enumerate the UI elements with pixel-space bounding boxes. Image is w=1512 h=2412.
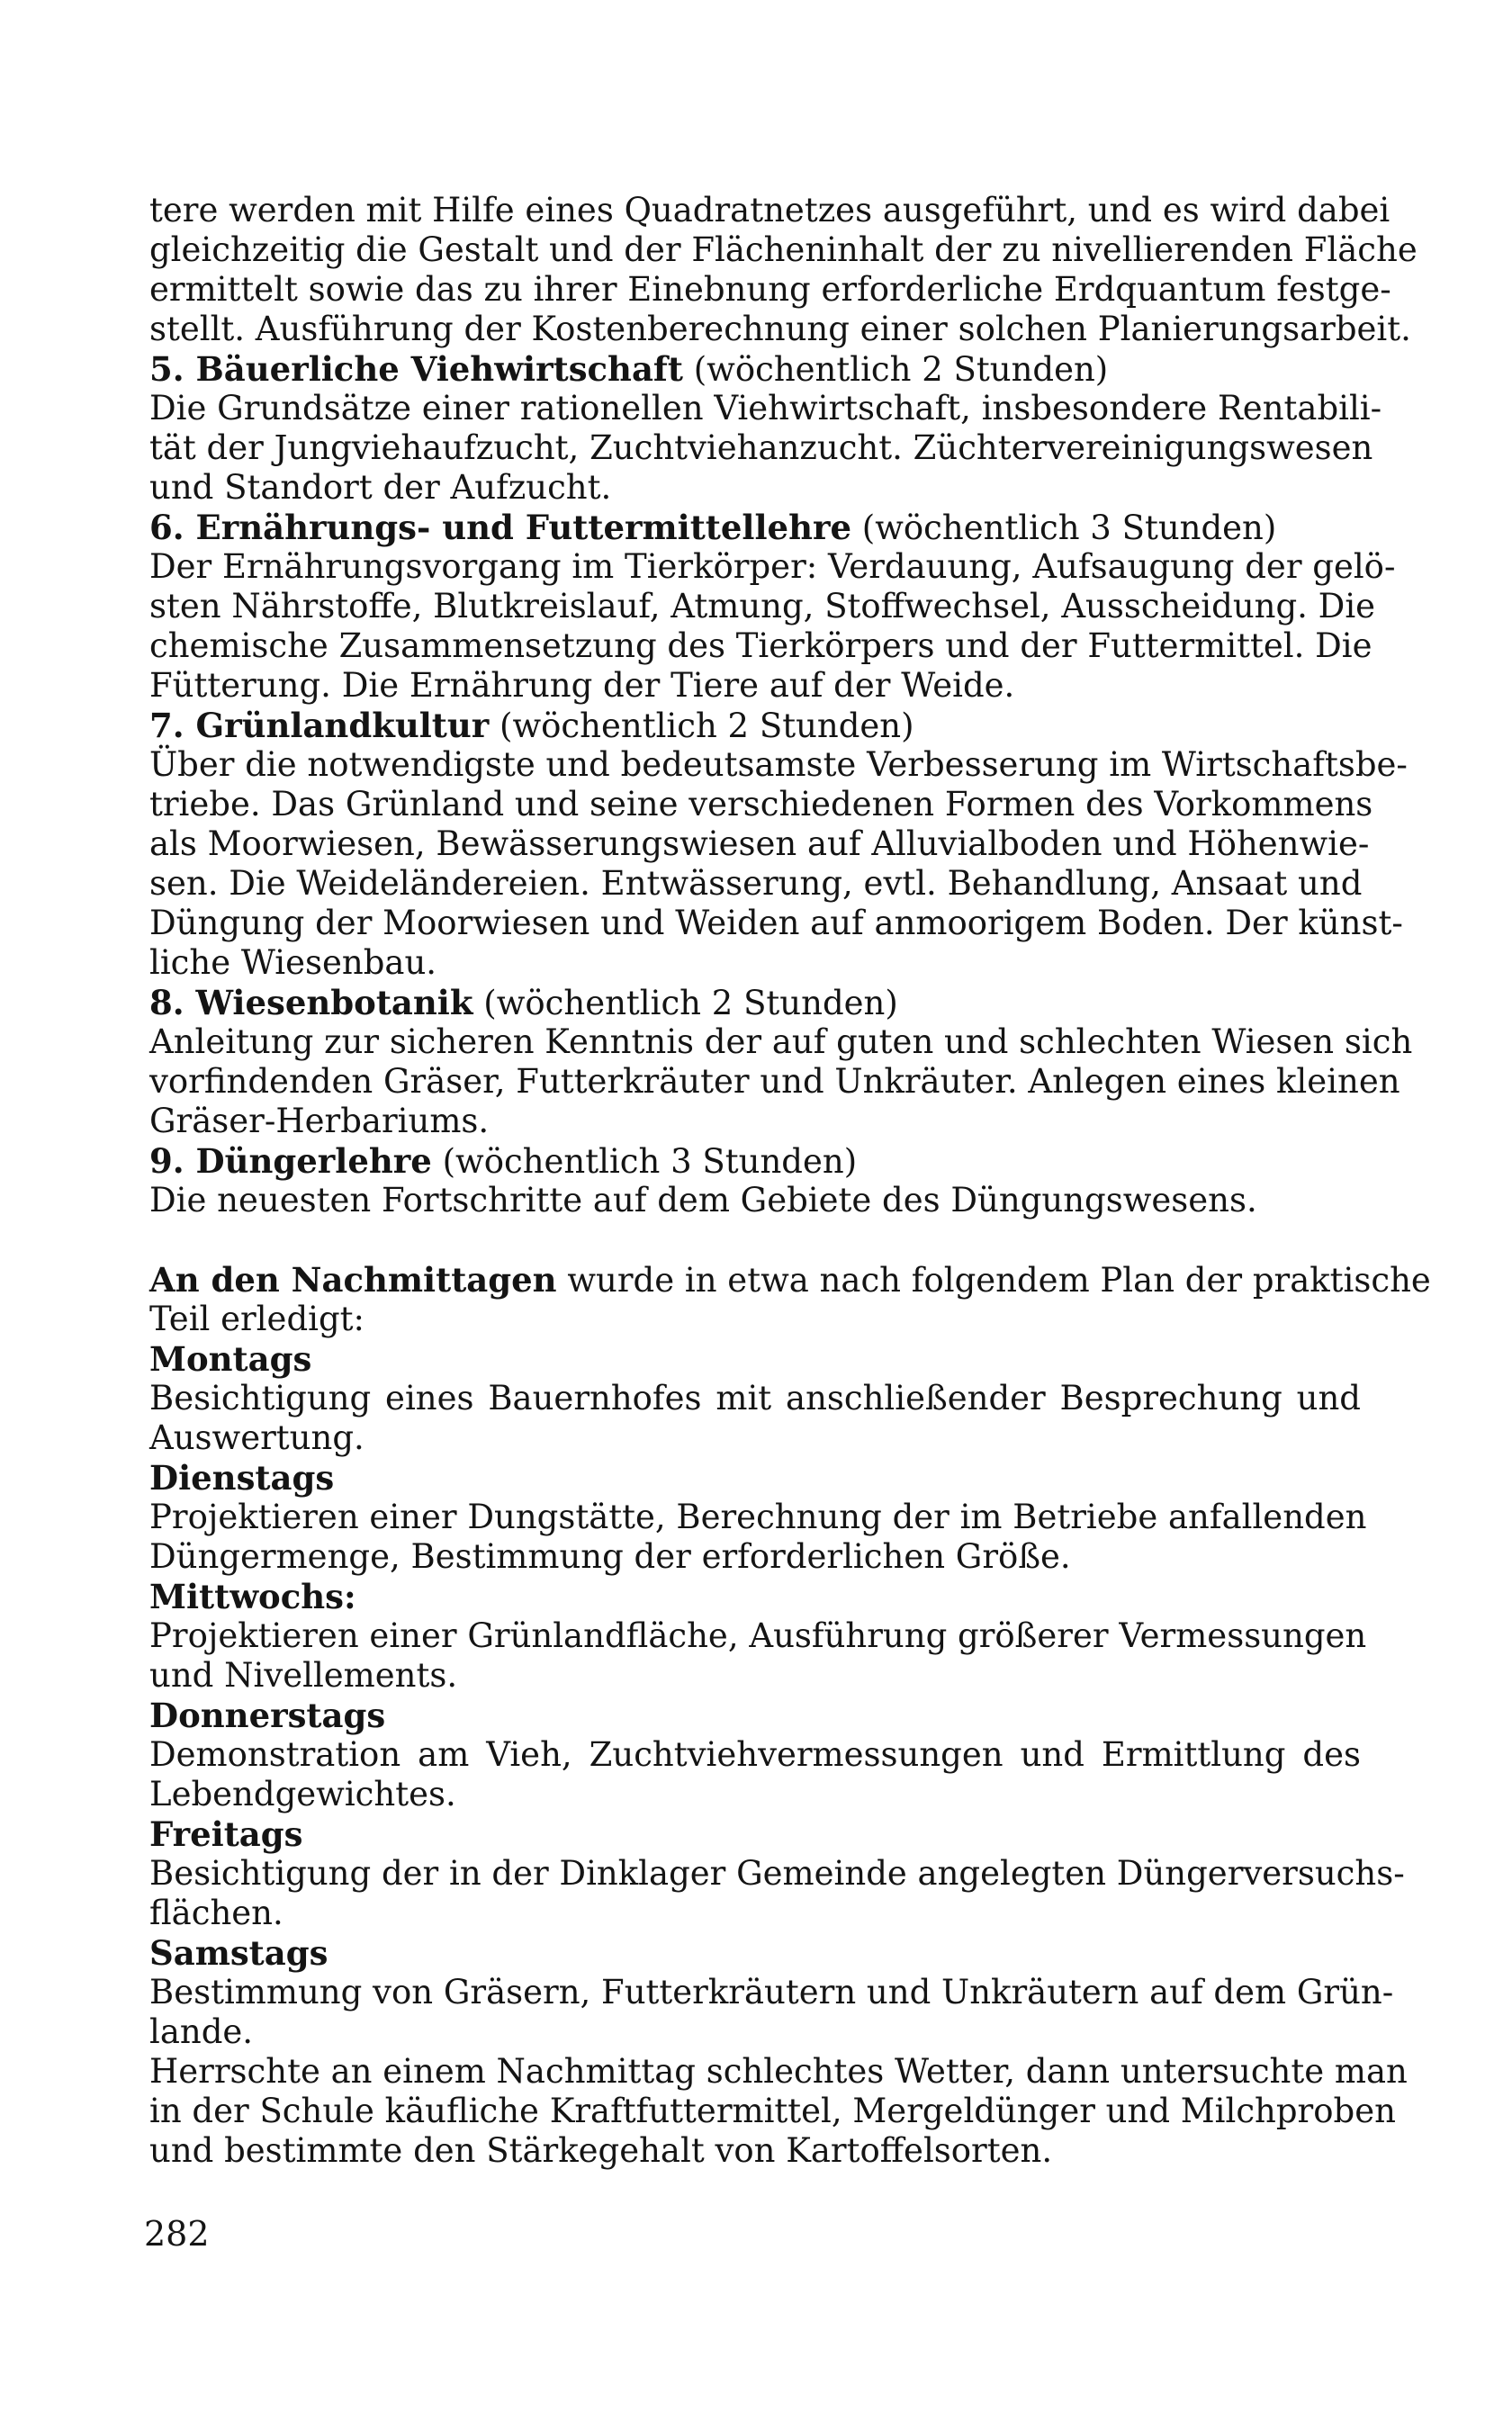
body-text: Düngermenge, Bestimmung der erforderlichen Größe. (149, 1537, 1071, 1576)
text-line (149, 1616, 1367, 1656)
text-line (149, 1894, 1361, 1933)
text-line (149, 864, 1361, 904)
body-text: (wöchentlich 2 Stunden) (682, 350, 1109, 389)
body-text: Besichtigung eines Bauernhofes mit anschließender Besprechung und (149, 1379, 1361, 1418)
body-text: Anleitung zur sicheren Kenntnis der auf guten und schlechten Wiesen sich (149, 1022, 1413, 1061)
body-text: Die neuesten Fortschritte auf dem Gebiete des Düngungswesens. (149, 1181, 1257, 1220)
body-text: tere werden mit Hilfe eines Quadratnetzes ausgeführt, und es wird dabei (149, 191, 1390, 230)
body-text: ermittelt sowie das zu ihrer Einebnung erforderliche Erdquantum festge- (149, 270, 1391, 309)
body-text: und Nivellements. (149, 1656, 458, 1695)
text-line (149, 1537, 1361, 1577)
body-text: (wöchentlich 2 Stunden) (472, 984, 898, 1022)
text-line (149, 1418, 1361, 1458)
text-line (149, 943, 1361, 983)
body-text: Demonstration am Vieh, Zuchtviehvermessungen und Ermittlung des (149, 1735, 1361, 1774)
body-text: Projektieren einer Grünlandfläche, Ausführung größerer Vermessungen (149, 1616, 1367, 1655)
section-heading: Donnerstags (149, 1696, 386, 1735)
body-text: Bestimmung von Gräsern, Futterkräutern und Unkräutern auf dem Grün- (149, 1973, 1394, 2012)
text-line (149, 666, 1361, 706)
text-line (149, 1379, 1361, 1418)
section-heading: Mittwochs: (149, 1577, 356, 1616)
body-text: triebe. Das Grünland und seine verschiedenen Formen des Vorkommens (149, 785, 1373, 824)
page-body (149, 191, 1431, 2171)
text-line (149, 706, 1361, 745)
section-heading: 7. Grünlandkultur (149, 706, 490, 745)
text-line (149, 1814, 1361, 1854)
body-text: gleichzeitig die Gestalt und der Flächeninhalt der zu nivellierenden Fläche (149, 230, 1418, 269)
body-text: (wöchentlich 3 Stunden) (431, 1142, 858, 1181)
text-line (149, 1300, 1361, 1339)
text-line (149, 1022, 1413, 1062)
section-heading: Montags (149, 1339, 312, 1379)
text-line (149, 2092, 1396, 2131)
text-line (149, 1181, 1361, 1220)
text-line (149, 1973, 1394, 2012)
text-line (149, 1260, 1431, 1300)
body-text: tät der Jungviehaufzucht, Zuchtviehanzucht. Züchtervereinigungswesen (149, 428, 1373, 467)
body-text: chemische Zusammensetzung des Tierkörpers und der Futtermittel. Die (149, 626, 1372, 665)
body-text: Fütterung. Die Ernährung der Tiere auf der Weide. (149, 666, 1015, 705)
text-line (149, 1696, 1361, 1735)
text-line (149, 1339, 1361, 1379)
body-text: sten Nährstoffe, Blutkreislauf, Atmung, Stoffwechsel, Ausscheidung. Die (149, 587, 1376, 626)
body-text: sen. Die Weideländereien. Entwässerung, evtl. Behandlung, Ansaat und (149, 864, 1363, 903)
text-line (149, 983, 1361, 1022)
body-text: lande. (149, 2012, 254, 2051)
body-text: (wöchentlich 2 Stunden) (489, 706, 914, 745)
text-line (149, 270, 1391, 310)
text-line (149, 904, 1403, 943)
text-line (149, 1458, 1361, 1498)
body-text: Düngung der Moorwiesen und Weiden auf anmoorigem Boden. Der künst- (149, 904, 1403, 942)
section-heading: 8. Wiesenbotanik (149, 983, 473, 1022)
text-line (149, 1102, 1361, 1141)
body-text: Teil erledigt: (149, 1300, 364, 1338)
body-text: liche Wiesenbau. (149, 943, 437, 982)
paragraph-gap (149, 1220, 1361, 1260)
body-text: Herrschte an einem Nachmittag schlechtes Wetter, dann untersuchte man (149, 2052, 1408, 2091)
text-line (149, 428, 1373, 468)
text-line (149, 745, 1408, 785)
section-heading: 9. Düngerlehre (149, 1141, 432, 1181)
text-line (149, 1854, 1405, 1894)
body-text: flächen. (149, 1894, 284, 1932)
section-heading: An den Nachmittagen (149, 1260, 557, 1300)
body-text: und bestimmte den Stärkegehalt von Kartoffelsorten. (149, 2131, 1053, 2170)
body-text: Der Ernährungsvorgang im Tierkörper: Verdauung, Aufsaugung der gelö- (149, 547, 1396, 586)
text-line (149, 2131, 1361, 2171)
body-text: Besichtigung der in der Dinklager Gemeinde angelegten Düngerversuchs- (149, 1854, 1405, 1893)
section-heading: 6. Ernährungs- und Futtermittellehre (149, 508, 852, 547)
section-heading: 5. Bäuerliche Viehwirtschaft (149, 349, 683, 389)
body-text: Über die notwendigste und bedeutsamste Verbesserung im Wirtschaftsbe- (149, 745, 1408, 784)
text-line (149, 508, 1361, 547)
section-heading: Samstags (149, 1933, 328, 1973)
text-line (149, 824, 1370, 864)
body-text: als Moorwiesen, Bewässerungswiesen auf Alluvialboden und Höhenwie- (149, 824, 1370, 863)
text-line (149, 191, 1390, 230)
text-line (149, 587, 1376, 626)
text-line (149, 2052, 1408, 2092)
page-number: 282 (144, 2214, 210, 2254)
body-text: Gräser-Herbariums. (149, 1102, 490, 1140)
text-line (149, 1062, 1400, 1102)
text-line (149, 785, 1373, 824)
text-line (149, 230, 1418, 270)
text-line (149, 1775, 1361, 1814)
body-text: in der Schule käufliche Kraftfuttermittel, Mergeldünger und Milchproben (149, 2092, 1396, 2130)
text-line (149, 349, 1361, 389)
body-text: (wöchentlich 3 Stunden) (851, 508, 1277, 547)
body-text: Projektieren einer Dungstätte, Berechnung der im Betriebe anfallenden (149, 1498, 1367, 1536)
text-line (149, 1933, 1361, 1973)
section-heading: Freitags (149, 1814, 303, 1854)
body-text: und Standort der Aufzucht. (149, 468, 612, 507)
text-line (149, 626, 1372, 666)
text-line (149, 1498, 1367, 1537)
text-line (149, 547, 1396, 587)
body-text: Auswertung. (149, 1418, 364, 1457)
text-line (149, 2012, 1361, 2052)
body-text: vorfindenden Gräser, Futterkräuter und Unkräuter. Anlegen eines kleinen (149, 1062, 1400, 1101)
text-line (149, 1735, 1361, 1775)
body-text: Die Grundsätze einer rationellen Viehwirtschaft, insbesondere Rentabili- (149, 389, 1382, 428)
text-line (149, 1656, 1361, 1696)
body-text: wurde in etwa nach folgendem Plan der praktische (556, 1261, 1431, 1300)
text-line (149, 468, 1361, 508)
section-heading: Dienstags (149, 1458, 335, 1498)
text-line (149, 389, 1382, 428)
body-text: stellt. Ausführung der Kostenberechnung einer solchen Planierungsarbeit. (149, 310, 1411, 348)
body-text: Lebendgewichtes. (149, 1775, 456, 1814)
text-line (149, 310, 1411, 349)
text-line (149, 1577, 1361, 1616)
text-line (149, 1141, 1361, 1181)
